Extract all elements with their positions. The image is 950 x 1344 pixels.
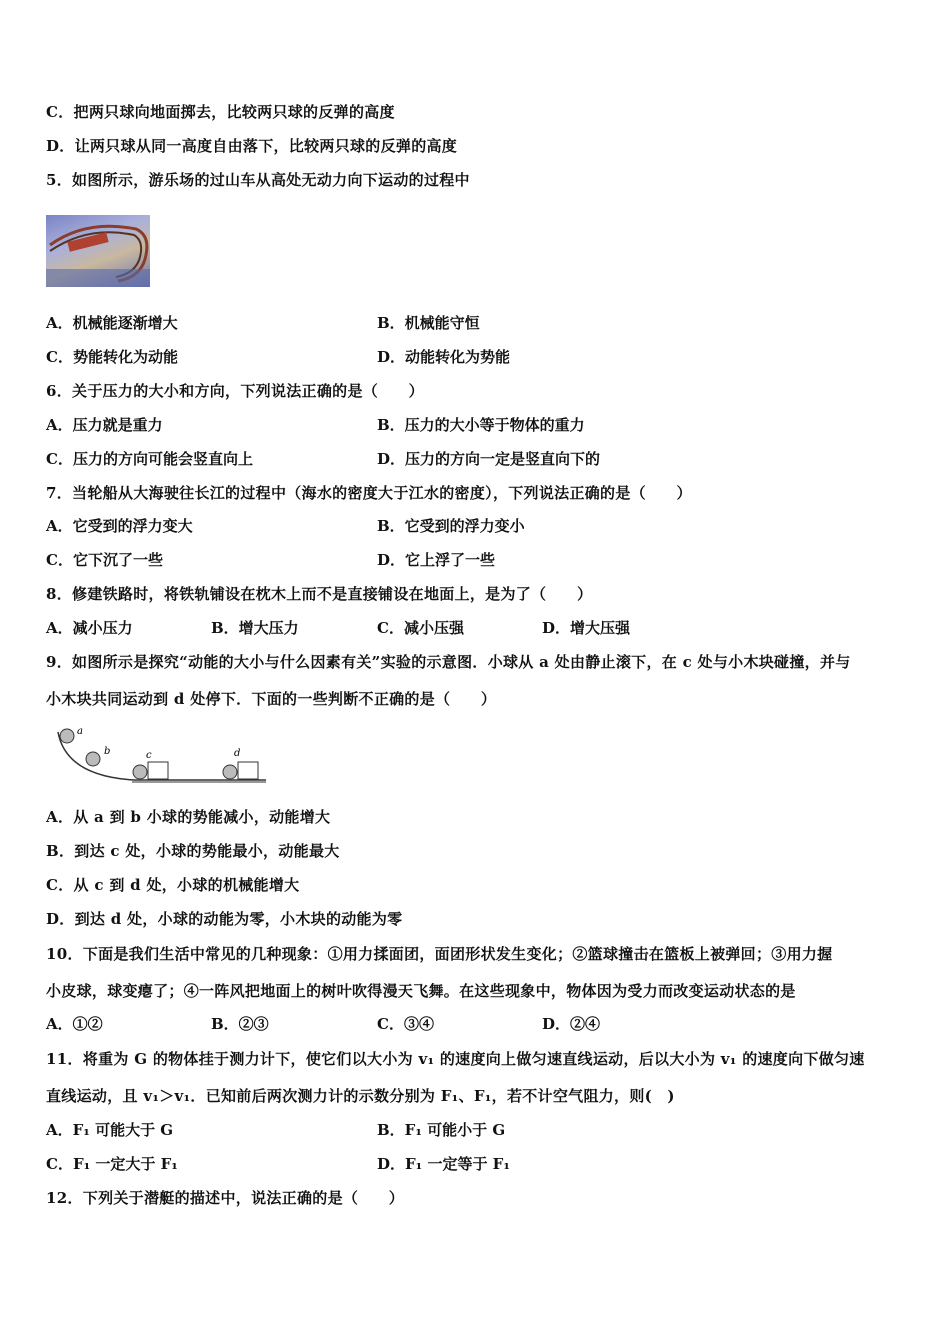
q11-stem-line2: 直线运动，且 v₁＞v₁．已知前后两次测力计的示数分别为 F₁、F₁，若不计空气阻力，则( ) — [46, 1087, 675, 1105]
q8-option-c: C．减小压强 — [377, 619, 464, 637]
ball-at-a — [60, 729, 74, 743]
q7-option-b: B．它受到的浮力变小 — [377, 517, 525, 535]
q10-option-b: B．②③ — [211, 1015, 269, 1033]
q7-option-d: D．它上浮了一些 — [377, 551, 496, 569]
q10-option-d: D．②④ — [542, 1015, 601, 1033]
q11-stem-line1: 11．将重为 G 的物体挂于测力计下，使它们以大小为 v₁ 的速度向上做匀速直线运动，后以大小为 v₁ 的速度向下做匀速 — [46, 1050, 865, 1068]
q7-option-c: C．它下沉了一些 — [46, 551, 163, 569]
q8-option-b: B．增大压力 — [211, 619, 299, 637]
ball-at-b — [86, 752, 100, 766]
q8-stem: 8．修建铁路时，将铁轨铺设在枕木上而不是直接铺设在地面上，是为了（ ） — [46, 585, 593, 603]
label-c: c — [146, 750, 152, 761]
q8-option-d: D．增大压强 — [542, 619, 631, 637]
q8-option-a: A．减小压力 — [46, 619, 133, 637]
q6-option-b: B．压力的大小等于物体的重力 — [377, 416, 585, 434]
q9-option-a: A．从 a 到 b 小球的势能减小，动能增大 — [46, 808, 331, 826]
q9-stem-line1: 9．如图所示是探究“动能的大小与什么因素有关”实验的示意图．小球从 a 处由静止滚下，在 c 处与小木块碰撞，并与 — [46, 653, 851, 671]
q10-stem-line2: 小皮球，球变瘪了；④一阵风把地面上的树叶吹得漫天飞舞。在这些现象中，物体因为受力而改变运动状态的是 — [46, 982, 796, 1000]
q12-stem: 12．下列关于潜艇的描述中，说法正确的是（ ） — [46, 1189, 405, 1207]
q6-option-d: D．压力的方向一定是竖直向下的 — [377, 450, 601, 468]
q10-option-c: C．③④ — [377, 1015, 434, 1033]
q9-option-c: C．从 c 到 d 处，小球的机械能增大 — [46, 876, 300, 894]
q11-option-b: B．F₁ 可能小于 G — [377, 1121, 506, 1139]
q9-option-d: D．到达 d 处，小球的动能为零，小木块的动能为零 — [46, 910, 403, 928]
q11-option-a: A．F₁ 可能大于 G — [46, 1121, 174, 1139]
block-at-d — [238, 762, 258, 779]
roller-coaster-illustration — [46, 215, 150, 287]
q5-stem: 5．如图所示，游乐场的过山车从高处无动力向下运动的过程中 — [46, 171, 470, 189]
q11-option-d: D．F₁ 一定等于 F₁ — [377, 1155, 510, 1173]
q5-option-b: B．机械能守恒 — [377, 314, 480, 332]
label-a: a — [77, 726, 83, 737]
q6-stem: 6．关于压力的大小和方向，下列说法正确的是（ ） — [46, 382, 424, 400]
block-at-c — [148, 762, 168, 779]
q10-stem-line1: 10．下面是我们生活中常见的几种现象：①用力揉面团，面团形状发生变化；②篮球撞击在篮板上被弹回；③用力握 — [46, 945, 833, 963]
q5-option-a: A．机械能逐渐增大 — [46, 314, 178, 332]
label-d: d — [234, 748, 241, 759]
q5-option-d: D．动能转化为势能 — [377, 348, 511, 366]
q5-option-c: C．势能转化为动能 — [46, 348, 178, 366]
q7-stem: 7．当轮船从大海驶往长江的过程中（海水的密度大于江水的密度），下列说法正确的是（ ） — [46, 484, 692, 502]
ball-at-d — [223, 765, 237, 779]
q9-option-b: B．到达 c 处，小球的势能最小，动能最大 — [46, 842, 340, 860]
q11-option-c: C．F₁ 一定大于 F₁ — [46, 1155, 178, 1173]
q6-option-a: A．压力就是重力 — [46, 416, 163, 434]
roller-coaster-photo — [46, 215, 150, 287]
q4-option-d: D．让两只球从同一高度自由落下，比较两只球的反弹的高度 — [46, 137, 458, 155]
q4-option-c: C．把两只球向地面掷去，比较两只球的反弹的高度 — [46, 103, 395, 121]
q6-option-c: C．压力的方向可能会竖直向上 — [46, 450, 253, 468]
label-b: b — [104, 746, 111, 757]
ramp-experiment-diagram — [52, 722, 272, 784]
q7-option-a: A．它受到的浮力变大 — [46, 517, 193, 535]
ball-at-c — [133, 765, 147, 779]
q9-stem-line2: 小木块共同运动到 d 处停下．下面的一些判断不正确的是（ ） — [46, 690, 497, 708]
q10-option-a: A．①② — [46, 1015, 103, 1033]
